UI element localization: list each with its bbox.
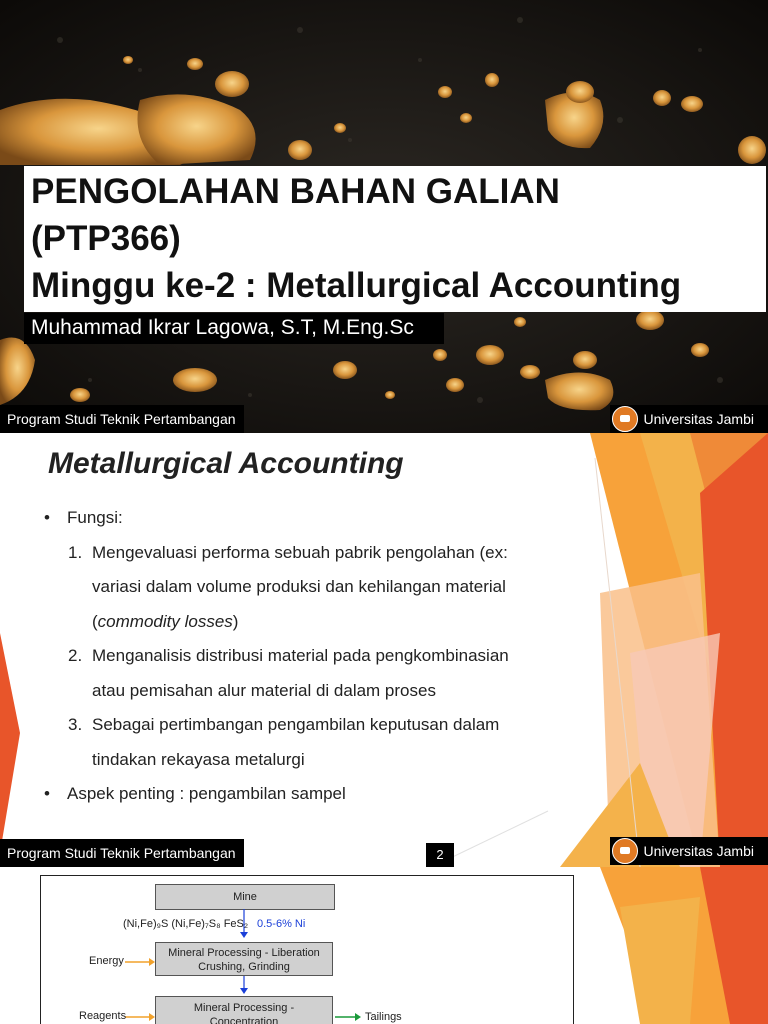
diagram-slide <box>0 867 768 1024</box>
list-number-2: 2. <box>68 646 83 665</box>
author-name: Muhammad Ikrar Lagowa, S.T, M.Eng.Sc <box>31 316 414 339</box>
author-box <box>24 313 444 344</box>
energy-label: Energy <box>89 955 124 967</box>
item1-line1: Mengevaluasi performa sebuah pabrik pengolahan (ex: <box>92 542 508 562</box>
list-item-3 <box>40 708 596 743</box>
box-liberation <box>155 942 333 976</box>
title-box <box>24 166 766 312</box>
bullet-fungsi: • Fungsi: <box>40 501 596 536</box>
slide-title: Metallurgical Accounting <box>48 447 404 480</box>
item1-italic: commodity losses <box>97 611 233 631</box>
box-concentration-line1: Mineral Processing - <box>193 1002 295 1014</box>
title-slide <box>0 0 768 433</box>
mineral-formulas: (Ni,Fe)₉S (Ni,Fe)₇S₈ FeS₂ <box>123 918 249 930</box>
box-concentration <box>155 996 333 1024</box>
footer-university <box>610 405 768 433</box>
box-mine: Mine <box>155 884 335 910</box>
university-logo-icon <box>612 838 638 864</box>
process-flow-diagram <box>40 875 574 1024</box>
item2-line1: Menganalisis distribusi material pada pengkombinasian <box>92 646 509 665</box>
title-line-2: (PTP366) <box>31 219 181 258</box>
page-number: 2 <box>426 843 454 867</box>
list-item-2-line2 <box>40 674 596 709</box>
box-concentration-line2: Concentration <box>209 1016 279 1024</box>
box-liberation-line1: Mineral Processing - Liberation <box>168 947 320 959</box>
list-item-3-line2 <box>40 743 596 778</box>
list-number-1: 1. <box>68 542 83 562</box>
item1-paren-open: ( <box>92 611 98 631</box>
item2-line2: atau pemisahan alur material di dalam proses <box>92 680 436 700</box>
tailings-label: Tailings <box>365 1011 402 1023</box>
slide-body <box>40 501 596 812</box>
footer-program: Program Studi Teknik Pertambangan <box>0 405 244 433</box>
list-item-1 <box>40 536 596 571</box>
item1-line2: variasi dalam volume produksi dan kehilangan material <box>92 577 506 596</box>
list-item-2 <box>40 639 596 674</box>
box-liberation-line2: Crushing, Grinding <box>198 961 290 973</box>
footer-program-2: Program Studi Teknik Pertambangan <box>0 839 244 867</box>
footer-university-2 <box>610 837 768 865</box>
item3-line2: tindakan rekayasa metalurgi <box>92 749 305 769</box>
ore-grade-label: 0.5-6% Ni <box>257 918 306 930</box>
title-line-3: Minggu ke-2 : Metallurgical Accounting <box>31 266 682 305</box>
footer-university-label: Universitas Jambi <box>643 411 754 427</box>
item1-paren-close: ) <box>232 611 239 631</box>
footer-university-label-2: Universitas Jambi <box>643 843 754 859</box>
list-item-1-line2 <box>40 570 596 605</box>
reagents-label: Reagents <box>79 1010 127 1022</box>
bullet-aspek: • Aspek penting : pengambilan sampel <box>40 777 596 812</box>
university-logo-icon <box>612 406 638 432</box>
title-line-1: PENGOLAHAN BAHAN GALIAN <box>31 172 560 211</box>
list-number-3: 3. <box>68 715 83 734</box>
item3-line1: Sebagai pertimbangan pengambilan keputusan dalam <box>92 715 500 734</box>
content-slide <box>0 433 768 867</box>
list-item-1-line3 <box>40 605 596 640</box>
